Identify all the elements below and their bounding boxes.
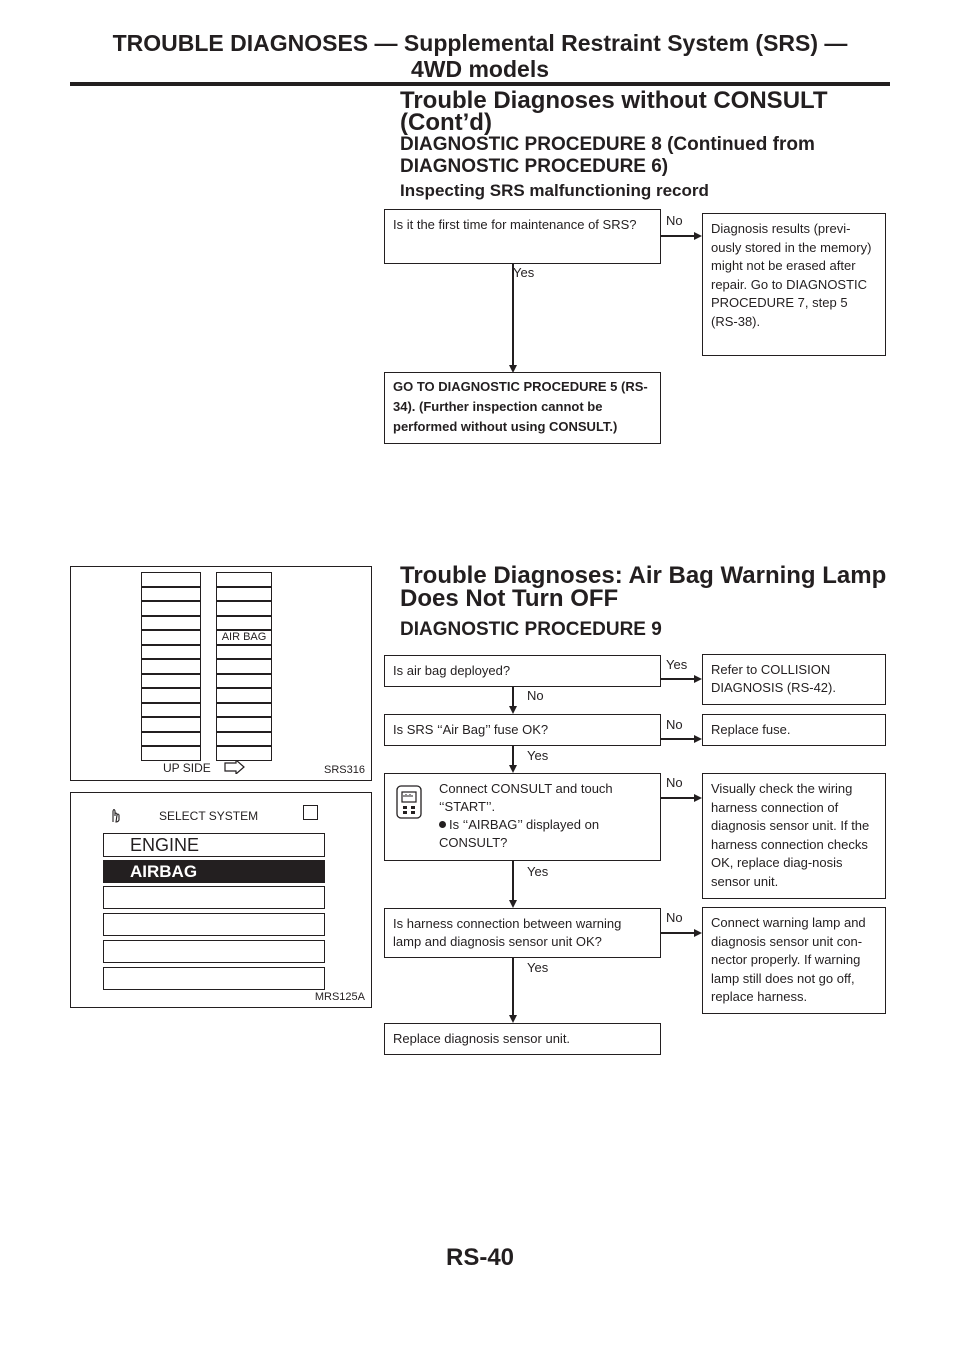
p9-final-box: [384, 1023, 661, 1055]
fuse-slot: [141, 674, 201, 689]
page-header-line2: 4WD models: [410, 56, 550, 82]
p9-step3-question-line2: [439, 816, 652, 852]
select-system-header: SELECT SYSTEM: [159, 809, 259, 823]
p9-step2-side-label: No: [666, 717, 683, 732]
consult-unit-icon: [395, 784, 423, 820]
p8-yes-label: Yes: [513, 265, 535, 280]
fuse-slot: [216, 688, 272, 703]
p9-step2-down-label: Yes: [527, 748, 549, 763]
p9-step2-result-box: [702, 714, 886, 746]
p9-step2-question-box: [384, 714, 661, 746]
menu-item-airbag: [103, 860, 325, 883]
p9-step3-down-connector: [512, 861, 514, 901]
p9-step4-down-label: Yes: [527, 960, 549, 975]
fuse-slot: [216, 645, 272, 660]
p9-step3-side-connector: [661, 797, 695, 799]
p8-no-label: No: [666, 213, 683, 228]
fuse-slot: [216, 659, 272, 674]
menu-item-engine-label: ENGINE: [130, 835, 200, 855]
section1-title-line2: (Cont’d): [400, 109, 492, 136]
fuse-slot: [216, 572, 272, 587]
p8-no-arrow: [694, 232, 702, 240]
p8-yes-result-box: [384, 372, 661, 444]
fuse-slot: [216, 674, 272, 689]
fuse-slot: [141, 630, 201, 645]
fuse-slot: [141, 645, 201, 660]
p9-step3-down-label: Yes: [527, 864, 549, 879]
p9-step1-side-arrow: [694, 675, 702, 683]
menu-item-empty: [103, 913, 325, 936]
figure2-code: MRS125A: [314, 991, 365, 1003]
menu-item-empty: [103, 940, 325, 963]
p9-step2-question: Is SRS ‘‘Air Bag’’ fuse OK?: [393, 722, 549, 737]
up-side-arrow-icon: [224, 760, 246, 774]
p9-step4-question-box: [384, 908, 661, 958]
menu-item-engine: [103, 833, 325, 857]
screen-corner-button: [303, 805, 318, 820]
hand-pointer-icon: [109, 807, 123, 823]
p9-step1-question: Is air bag deployed?: [393, 663, 511, 678]
fuse-slot: [216, 732, 272, 747]
header-rule: [70, 82, 890, 86]
fuse-slot: [141, 572, 201, 587]
p9-step3-side-label: No: [666, 775, 683, 790]
p9-step2-side-arrow: [694, 735, 702, 743]
procedure8-title-line1: DIAGNOSTIC PROCEDURE 8 (Continued from: [400, 134, 815, 155]
p9-step1-down-label: No: [527, 688, 544, 703]
p8-no-result-text: Diagnosis results (previ-ously stored in the memory) might not be erased after repair. Go to DIAGNOSTIC PROCEDURE 7, step 5 (RS-38).: [711, 221, 872, 329]
p9-step4-side-connector: [661, 932, 695, 934]
p8-yes-result-text: GO TO DIAGNOSTIC PROCEDURE 5 (RS-34). (Further inspection cannot be performed without using CONSULT.): [393, 379, 648, 434]
p9-step1-result: Refer to COLLISION DIAGNOSIS (RS-42).: [711, 662, 836, 695]
fuse-slot: [141, 746, 201, 761]
p8-question-text: Is it the first time for maintenance of SRS?: [393, 217, 637, 232]
menu-item-empty: [103, 886, 325, 909]
section2-title-line2: Does Not Turn OFF: [400, 585, 619, 612]
p9-step3-question-line1: Connect CONSULT and touch ‘‘START’’.: [439, 781, 613, 814]
fuse-slot: [216, 587, 272, 602]
p9-step3-result-box: [702, 773, 886, 899]
section2-title-line1: Trouble Diagnoses: Air Bag Warning Lamp: [400, 562, 887, 589]
p9-step2-down-arrow: [509, 765, 517, 773]
section1-title-line1: Trouble Diagnoses without CONSULT: [400, 87, 828, 114]
figure1-code: SRS316: [324, 764, 365, 776]
p9-step4-side-label: No: [666, 910, 683, 925]
fuse-slot: [216, 601, 272, 616]
p9-step3-down-arrow: [509, 900, 517, 908]
up-side-label: UP SIDE: [163, 761, 211, 775]
fuse-slot: [216, 703, 272, 718]
menu-item-airbag-label: AIRBAG: [130, 862, 198, 881]
procedure8-title-line2: DIAGNOSTIC PROCEDURE 6): [400, 156, 669, 177]
p9-step1-down-connector: [512, 687, 514, 707]
p9-step4-question: Is harness connection between warning lamp and diagnosis sensor unit OK?: [393, 916, 622, 949]
procedure9-title: DIAGNOSTIC PROCEDURE 9: [400, 619, 662, 640]
page-header-line1: TROUBLE DIAGNOSES — Supplemental Restraint System (SRS) —: [112, 30, 848, 56]
p8-no-connector: [661, 235, 695, 237]
p9-step2-result: Replace fuse.: [711, 722, 791, 737]
fuse-slot: [141, 688, 201, 703]
p9-step4-result-box: [702, 907, 886, 1014]
fuse-slot: [141, 703, 201, 718]
fuse-slot: [141, 601, 201, 616]
fuse-slot: [216, 746, 272, 761]
menu-item-empty: [103, 967, 325, 990]
fuse-slot: [216, 717, 272, 732]
p9-step4-side-arrow: [694, 929, 702, 937]
p9-step3-question-box: [384, 773, 661, 861]
p9-step3-question-line2-text: Is ‘‘AIRBAG’’ displayed on CONSULT?: [439, 817, 600, 850]
fuse-slot: [141, 717, 201, 732]
fuse-slot: [141, 587, 201, 602]
fuse-block-figure: [70, 566, 372, 781]
p8-no-result-box: [702, 213, 886, 356]
p9-step1-down-arrow: [509, 706, 517, 714]
fuse-slot: [141, 732, 201, 747]
fuse-slot: [216, 616, 272, 631]
p9-step1-side-label: Yes: [666, 657, 688, 672]
p9-step4-down-arrow: [509, 1015, 517, 1023]
p9-step4-down-connector: [512, 958, 514, 1016]
p9-step1-question-box: [384, 655, 661, 687]
p9-step1-result-box: [702, 654, 886, 705]
bullet-icon: [439, 821, 446, 828]
air-bag-fuse-label: AIR BAG: [221, 631, 267, 643]
fuse-column-left: [141, 572, 201, 761]
p9-step1-side-connector: [661, 678, 695, 680]
p9-step2-side-connector: [661, 738, 695, 740]
fuse-slot: [141, 616, 201, 631]
fuse-column-right: [216, 572, 272, 761]
p9-step2-down-connector: [512, 746, 514, 766]
air-bag-fuse: [216, 630, 272, 645]
p8-question-box: [384, 209, 661, 264]
p8-yes-connector: [512, 264, 514, 366]
p9-step3-result: Visually check the wiring harness connection of diagnosis sensor unit. If the harness connection checks OK, replace diag-nosis sensor unit.: [711, 781, 870, 889]
page-number: RS-40: [445, 1244, 515, 1271]
p9-step4-result: Connect warning lamp and diagnosis sensor unit con-nector properly. If warning lamp still does not go off, replace harness.: [711, 915, 866, 1004]
consult-screen-figure: [70, 792, 372, 1008]
procedure8-subtitle: Inspecting SRS malfunctioning record: [400, 181, 709, 200]
p9-step3-side-arrow: [694, 794, 702, 802]
fuse-slot: [141, 659, 201, 674]
p9-final-text: Replace diagnosis sensor unit.: [393, 1031, 571, 1046]
